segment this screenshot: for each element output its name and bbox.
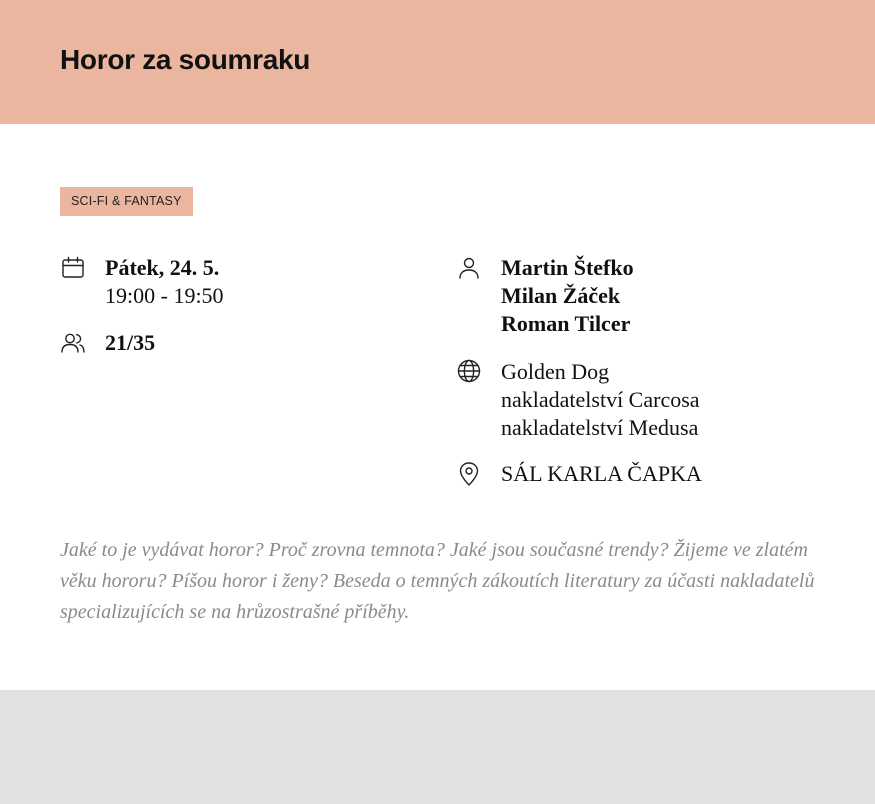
page-header	[0, 0, 875, 124]
organizer-name[interactable]: nakladatelství Carcosa	[501, 387, 700, 412]
event-time: 19:00 - 19:50	[105, 283, 224, 308]
event-detail	[0, 124, 875, 690]
event-date: Pátek, 24. 5.	[105, 255, 220, 280]
person-icon	[456, 255, 482, 281]
speaker-name[interactable]: Martin Štefko	[501, 255, 634, 280]
calendar-icon	[60, 255, 86, 281]
globe-icon	[456, 358, 482, 384]
event-description: Jaké to je vydávat horor? Proč zrovna temnota? Jaké jsou současné trendy? Žijeme ve zlatém věku hororu? Píšou horor i ženy? Beseda o temných zákoutích literatury za účasti nakladatelů specializujících se na hrůzostrašné příběhy.	[60, 539, 815, 623]
event-capacity: 21/35	[105, 330, 156, 355]
people-icon	[60, 330, 86, 356]
page-footer	[0, 690, 875, 804]
event-title: Horor za soumraku	[60, 44, 311, 75]
category-badge[interactable]: SCI-FI & FANTASY	[60, 187, 193, 216]
organizer-name[interactable]: nakladatelství Medusa	[501, 415, 699, 440]
speaker-name[interactable]: Roman Tilcer	[501, 311, 631, 336]
location-pin-icon	[456, 461, 482, 487]
venue-name[interactable]: SÁL KARLA ČAPKA	[501, 461, 702, 486]
organizer-name[interactable]: Golden Dog	[501, 359, 610, 384]
speaker-name[interactable]: Milan Žáček	[501, 283, 621, 308]
